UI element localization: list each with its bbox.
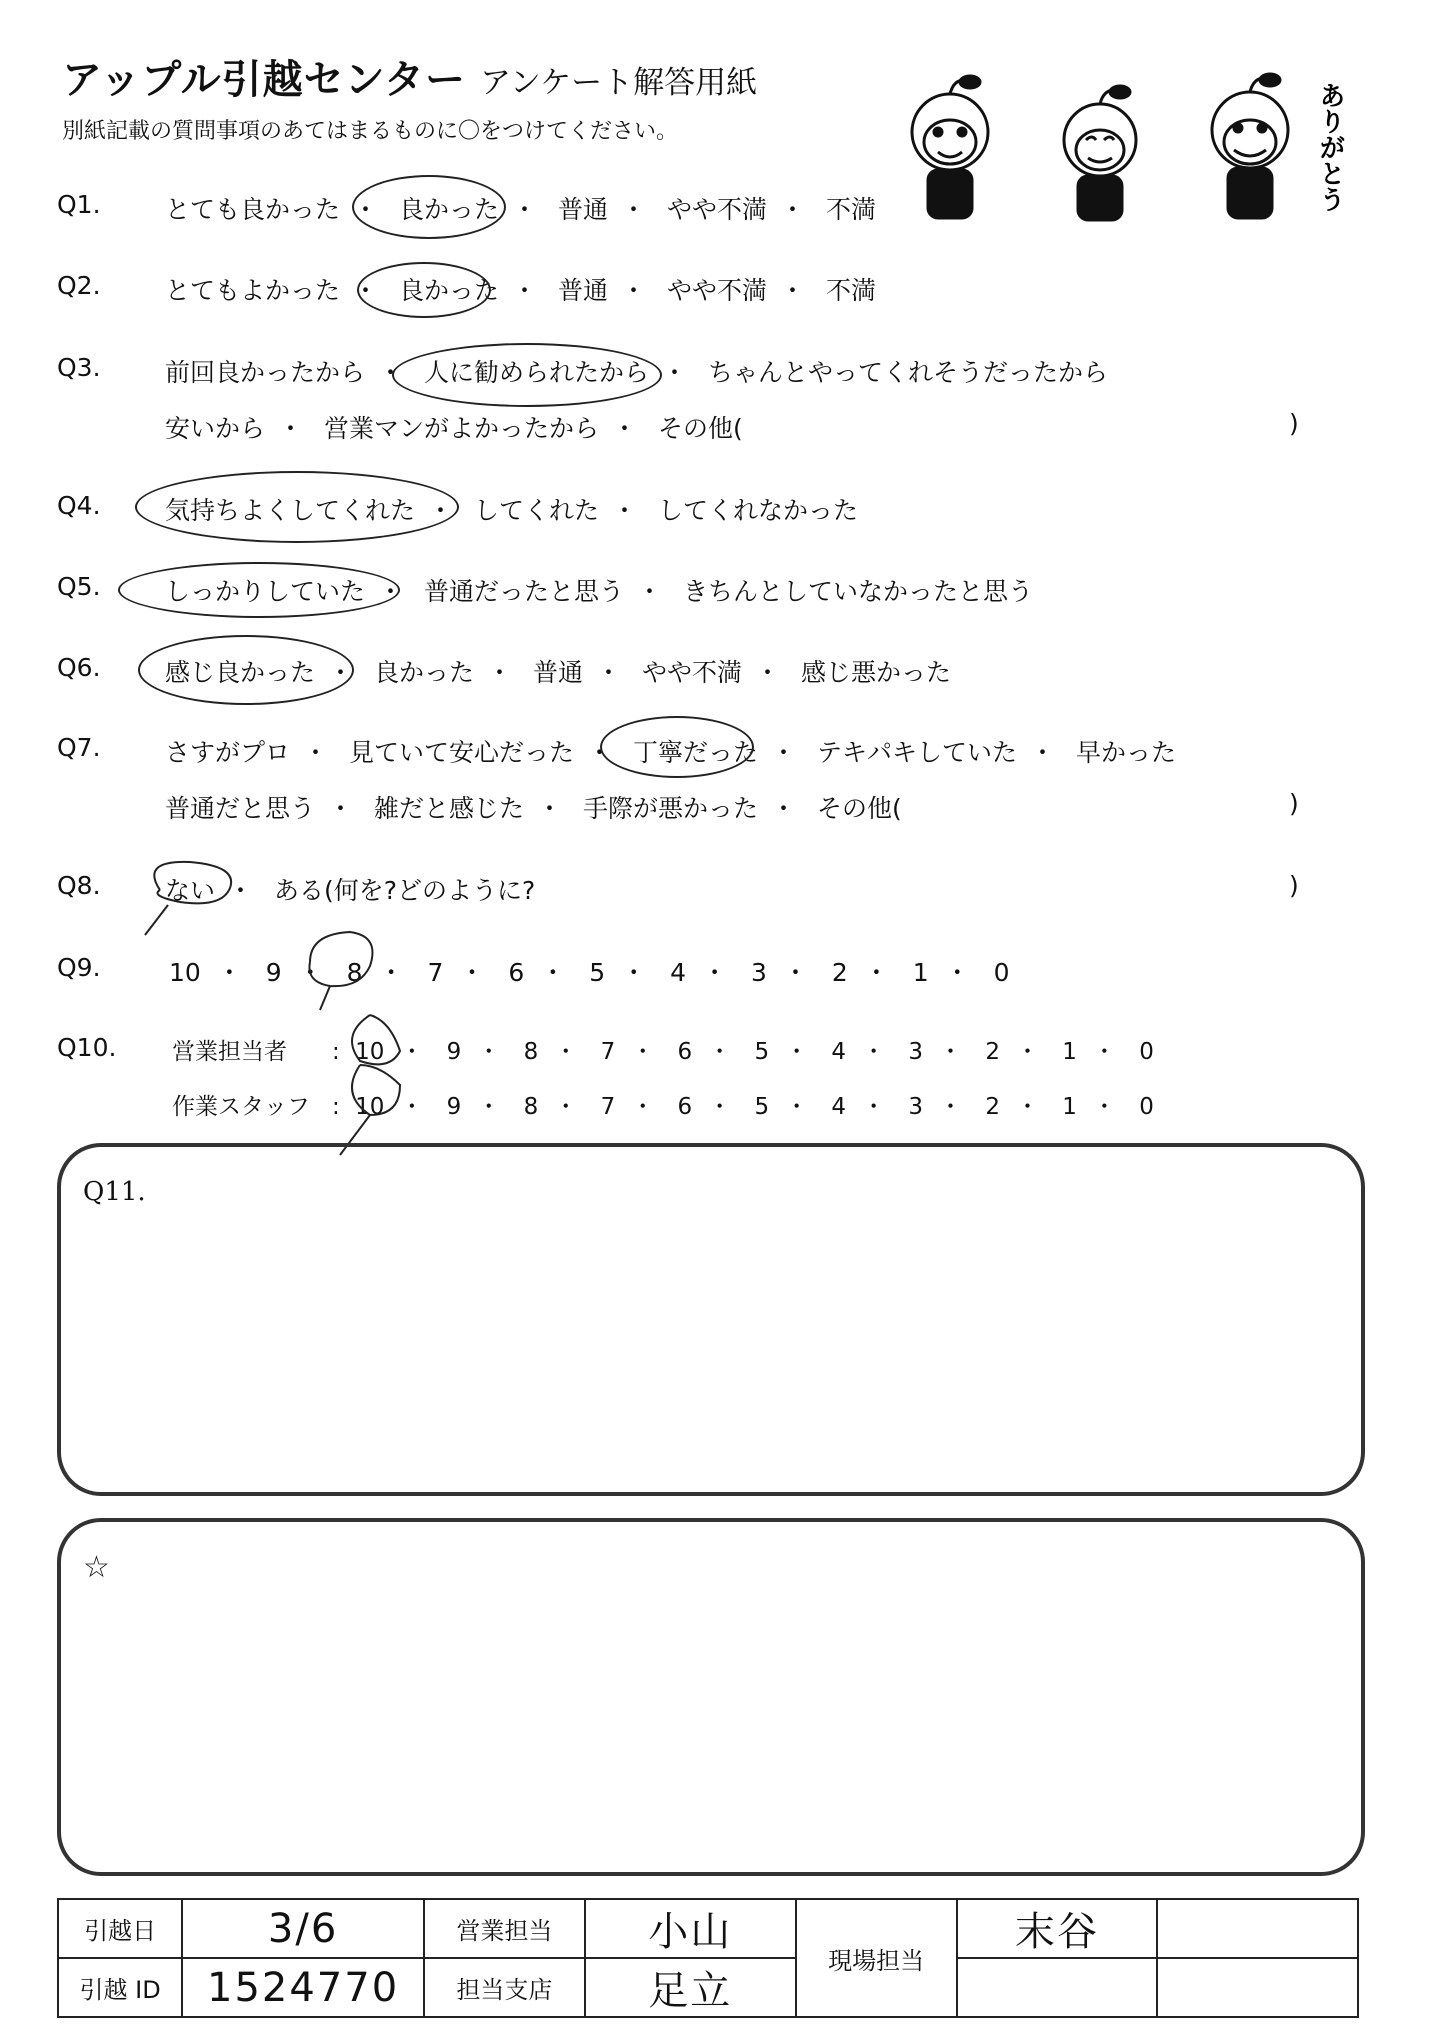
question-number: Q3. bbox=[57, 353, 101, 382]
rating-option[interactable]: 6 bbox=[508, 958, 525, 987]
rating-option[interactable]: 7 bbox=[427, 958, 444, 987]
rating-option[interactable]: 0 bbox=[1139, 1039, 1154, 1065]
option[interactable]: 見ていて安心だった bbox=[348, 738, 574, 767]
question-number: Q5. bbox=[57, 572, 101, 601]
page-title bbox=[62, 48, 757, 105]
answer-circle bbox=[130, 850, 240, 940]
option[interactable]: 手際が悪かった bbox=[582, 794, 758, 823]
question-q5: Q5. しっかりしていた ・ 普通だったと思う ・ きちんとしていなかったと思う bbox=[57, 572, 1033, 606]
option-other[interactable]: その他( bbox=[816, 794, 902, 823]
rating-row-label: 営業担当者 bbox=[172, 1039, 287, 1065]
rating-option[interactable]: 6 bbox=[677, 1094, 693, 1120]
company-name: アップル引越センター bbox=[62, 57, 466, 103]
question-number: Q8. bbox=[57, 871, 101, 900]
rating-option[interactable]: 5 bbox=[754, 1094, 770, 1120]
option[interactable]: 不満 bbox=[825, 195, 876, 224]
option-other[interactable]: その他( bbox=[657, 414, 743, 443]
answer-circle bbox=[330, 1005, 430, 1165]
question-q1: Q1. とても良かった ・ 良かった ・ 普通 ・ やや不満 ・ 不満 bbox=[57, 190, 876, 224]
rating-option-selected[interactable]: 10 bbox=[355, 1094, 385, 1120]
option[interactable]: 普通だったと思う bbox=[423, 577, 624, 606]
empty-cell[interactable] bbox=[1157, 1958, 1358, 2017]
option[interactable]: やや不満 bbox=[666, 276, 767, 305]
option[interactable]: 普通 bbox=[532, 658, 583, 687]
option[interactable]: 感じ悪かった bbox=[800, 658, 951, 687]
rating-option[interactable]: 1 bbox=[1062, 1039, 1077, 1065]
question-q10 bbox=[57, 1033, 1357, 1079]
question-q10-line2 bbox=[57, 1088, 1357, 1134]
option[interactable]: 良かった bbox=[373, 658, 474, 687]
option-selected[interactable]: 良かった bbox=[398, 195, 499, 224]
star-icon: ☆ bbox=[83, 1550, 110, 1585]
question-q3-line2: 安いから ・ 営業マンがよかったから ・ その他( ) bbox=[165, 409, 1299, 443]
question-q3: Q3. 前回良かったから ・ 人に勧められたから ・ ちゃんとやってくれそうだったから bbox=[57, 353, 1108, 387]
option-selected[interactable]: 良かった bbox=[398, 276, 499, 305]
rating-option[interactable]: 9 bbox=[446, 1094, 462, 1120]
rating-option[interactable]: 7 bbox=[600, 1039, 616, 1065]
option[interactable]: 営業マンがよかったから bbox=[323, 414, 599, 443]
question-q7: Q7. さすがプロ ・ 見ていて安心だった ・ 丁寧だった ・ テキパキしていた ・ 早かった bbox=[57, 733, 1176, 767]
option[interactable]: 普通 bbox=[557, 276, 608, 305]
move-date-value[interactable]: 3/6 bbox=[182, 1899, 424, 1958]
question-q8: Q8. ない ・ ある(何を?どのように? ) bbox=[57, 871, 1299, 905]
close-paren: ) bbox=[1289, 409, 1299, 438]
rating-option[interactable]: 7 bbox=[600, 1094, 616, 1120]
rating-option[interactable]: 4 bbox=[670, 958, 687, 987]
option[interactable]: テキパキしていた bbox=[816, 738, 1017, 767]
rating-option[interactable]: 4 bbox=[831, 1094, 847, 1120]
option[interactable]: 安いから bbox=[165, 414, 266, 443]
rating-option[interactable]: 2 bbox=[831, 958, 848, 987]
option[interactable]: 普通だと思う bbox=[165, 794, 316, 823]
empty-cell[interactable] bbox=[957, 1958, 1158, 2017]
mascot-caption: ありがとう bbox=[1315, 82, 1345, 212]
option[interactable]: やや不満 bbox=[641, 658, 742, 687]
option[interactable]: とても良かった bbox=[165, 195, 341, 224]
rating-option[interactable]: 4 bbox=[831, 1039, 847, 1065]
option[interactable]: ちゃんとやってくれそうだったから bbox=[707, 358, 1108, 387]
question-number: Q9. bbox=[57, 953, 101, 982]
option[interactable]: やや不満 bbox=[666, 195, 767, 224]
option-selected[interactable]: 感じ良かった bbox=[165, 658, 316, 687]
q11-comment-box[interactable] bbox=[57, 1143, 1365, 1496]
rating-option-selected[interactable]: 10 bbox=[355, 1039, 385, 1065]
option[interactable]: 不満 bbox=[825, 276, 876, 305]
rating-option[interactable]: 9 bbox=[446, 1039, 462, 1065]
option-selected[interactable]: ない bbox=[165, 876, 216, 905]
rating-option[interactable]: 0 bbox=[1139, 1094, 1154, 1120]
rating-option[interactable]: 1 bbox=[1062, 1094, 1077, 1120]
rating-option[interactable]: 2 bbox=[985, 1039, 1000, 1065]
option[interactable]: 普通 bbox=[557, 195, 608, 224]
move-date-label: 引越日 bbox=[58, 1899, 182, 1958]
rating-option[interactable]: 0 bbox=[993, 958, 1010, 987]
rating-option[interactable]: 8 bbox=[523, 1094, 539, 1120]
star-comment-box[interactable] bbox=[57, 1518, 1365, 1876]
rating-option-selected[interactable]: 8 bbox=[346, 958, 363, 987]
question-number: Q1. bbox=[57, 190, 101, 219]
move-id-label: 引越 ID bbox=[58, 1958, 182, 2017]
rating-option[interactable]: 5 bbox=[589, 958, 606, 987]
question-number: Q6. bbox=[57, 653, 101, 682]
rating-option[interactable]: 9 bbox=[265, 958, 282, 987]
branch-label: 担当支店 bbox=[424, 1958, 585, 2017]
close-paren: ) bbox=[1289, 789, 1299, 818]
question-number: Q10. bbox=[57, 1033, 117, 1062]
move-info-table bbox=[57, 1898, 1359, 2018]
rating-scale: 10 ・ 9 ・ 8 ・ 7 ・ 6 ・ 5 ・ 4 ・ 3 ・ 2 ・ 1 ・ 0 bbox=[169, 958, 1010, 987]
rating-row-sales: 営業担当者 : 10 ・ 9 ・ 8 ・ 7 ・ 6 ・ 5 ・ 4 ・ 3 ・ 2 ・ 1 ・ 0 bbox=[172, 1033, 1154, 1066]
q11-label: Q11. bbox=[83, 1177, 146, 1207]
option[interactable]: さすがプロ bbox=[165, 738, 291, 767]
rating-option[interactable]: 3 bbox=[908, 1039, 924, 1065]
option[interactable]: きちんとしていなかったと思う bbox=[682, 577, 1033, 606]
rating-row-staff: 作業スタッフ : 10 ・ 9 ・ 8 ・ 7 ・ 6 ・ 5 ・ 4 ・ 3 ・ 2 ・ 1 ・ 0 bbox=[172, 1088, 1154, 1121]
option-selected[interactable]: 人に勧められたから bbox=[423, 358, 649, 387]
move-id-value[interactable]: 1524770 bbox=[182, 1958, 424, 2017]
sales-rep-label: 営業担当 bbox=[424, 1899, 585, 1958]
option[interactable]: してくれなかった bbox=[657, 496, 858, 525]
rating-option[interactable]: 5 bbox=[754, 1039, 770, 1065]
question-q9 bbox=[57, 953, 1357, 999]
question-number: Q7. bbox=[57, 733, 101, 762]
rating-option[interactable]: 3 bbox=[908, 1094, 924, 1120]
sales-rep-value[interactable]: 小山 bbox=[585, 1899, 796, 1958]
question-q7-line2: 普通だと思う ・ 雑だと感じた ・ 手際が悪かった ・ その他( ) bbox=[165, 789, 1299, 823]
question-number: Q2. bbox=[57, 271, 101, 300]
option[interactable]: 雑だと感じた bbox=[373, 794, 524, 823]
option[interactable]: とてもよかった bbox=[165, 276, 341, 305]
branch-value[interactable]: 足立 bbox=[585, 1958, 796, 2017]
question-q6: Q6. 感じ良かった ・ 良かった ・ 普通 ・ やや不満 ・ 感じ悪かった bbox=[57, 653, 951, 687]
option[interactable]: してくれた bbox=[473, 496, 599, 525]
option-selected[interactable]: 丁寧だった bbox=[632, 738, 758, 767]
rating-row-label: 作業スタッフ bbox=[172, 1094, 310, 1120]
question-q2: Q2. とてもよかった ・ 良かった ・ 普通 ・ やや不満 ・ 不満 bbox=[57, 271, 876, 305]
rating-option[interactable]: 3 bbox=[751, 958, 767, 987]
rating-option[interactable]: 2 bbox=[985, 1094, 1000, 1120]
site-rep-value[interactable]: 末谷 bbox=[957, 1899, 1158, 1958]
form-subtitle: アンケート解答用紙 bbox=[480, 65, 758, 101]
option[interactable]: 早かった bbox=[1075, 738, 1176, 767]
close-paren: ) bbox=[1289, 871, 1299, 900]
empty-cell[interactable] bbox=[1157, 1899, 1358, 1958]
rating-option[interactable]: 1 bbox=[912, 958, 929, 987]
answer-circle bbox=[290, 922, 390, 1012]
option[interactable]: 前回良かったから bbox=[165, 358, 366, 387]
instruction-text: 別紙記載の質問事項のあてはまるものに〇をつけてください。 bbox=[62, 119, 679, 144]
site-rep-label: 現場担当 bbox=[796, 1899, 957, 2017]
option-selected[interactable]: 気持ちよくしてくれた bbox=[165, 496, 416, 525]
question-q4: Q4. 気持ちよくしてくれた ・ してくれた ・ してくれなかった bbox=[57, 491, 858, 525]
rating-option[interactable]: 8 bbox=[523, 1039, 539, 1065]
option-selected[interactable]: しっかりしていた bbox=[165, 577, 366, 606]
rating-option[interactable]: 6 bbox=[677, 1039, 693, 1065]
question-number: Q4. bbox=[57, 491, 101, 520]
rating-option[interactable]: 10 bbox=[169, 958, 201, 987]
option[interactable]: ある(何を?どのように? bbox=[273, 876, 536, 905]
